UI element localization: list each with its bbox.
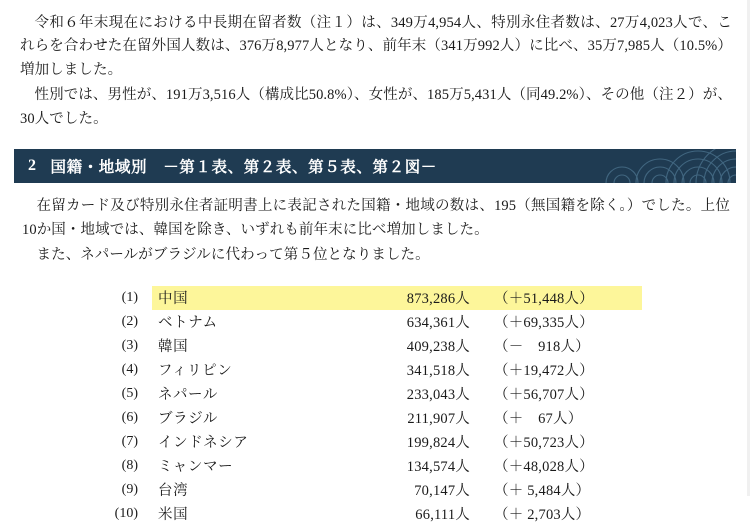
- country-cell: 米国: [158, 507, 189, 524]
- section-paragraph-2: また、ネパールがブラジルに代わって第５位となりました。: [36, 247, 430, 264]
- rank-cell: (9): [121, 481, 138, 497]
- ranking-table-body: [14, 286, 642, 526]
- section-heading-bar: [14, 149, 736, 183]
- table-row: [14, 310, 642, 334]
- rank-cell: (8): [121, 457, 138, 473]
- rank-cell: (7): [121, 433, 138, 449]
- rank-cell: (10): [114, 505, 138, 521]
- delta-cell: （＋ 67人）: [494, 411, 583, 428]
- rank-cell: (6): [121, 409, 138, 425]
- ranking-table: [14, 286, 642, 526]
- delta-cell: （＋48,028人）: [494, 459, 594, 476]
- country-cell: 韓国: [158, 339, 189, 356]
- count-cell: 873,286人: [350, 286, 480, 310]
- rank-cell: (2): [121, 313, 138, 329]
- table-row: [14, 430, 642, 454]
- delta-cell: （＋56,707人）: [494, 387, 594, 404]
- table-row: [14, 478, 642, 502]
- country-cell: インドネシア: [158, 435, 249, 452]
- count-cell: 341,518人: [406, 363, 470, 380]
- country-cell: ベトナム: [158, 315, 218, 332]
- section-paragraph-1: 在留カード及び特別永住者証明書上に表記された国籍・地域の数は、195（無国籍を除く。）でした。上位10か国・地域では、韓国を除き、いずれも前年末に比べ増加しました。: [22, 198, 730, 238]
- count-cell: 409,238人: [406, 339, 470, 356]
- country-cell: 台湾: [158, 483, 189, 500]
- table-row: [14, 358, 642, 382]
- delta-cell: （＋50,723人）: [494, 435, 594, 452]
- rank-cell: (4): [121, 361, 138, 377]
- count-cell: 634,361人: [406, 315, 470, 332]
- country-cell: ミャンマー: [158, 459, 234, 476]
- rank-cell: (5): [121, 385, 138, 401]
- section-body: [14, 183, 736, 267]
- rank-cell: (1): [121, 289, 138, 305]
- count-cell: 134,574人: [406, 459, 470, 476]
- intro-block: [14, 10, 736, 131]
- delta-cell: （＋ 5,484人）: [494, 483, 591, 500]
- delta-cell: （＋51,448人）: [480, 286, 642, 310]
- table-row: [14, 382, 642, 406]
- count-cell: 233,043人: [406, 387, 470, 404]
- count-cell: 211,907人: [407, 411, 470, 428]
- table-row: [14, 502, 642, 526]
- delta-cell: （＋ 2,703人）: [494, 507, 591, 524]
- table-row: [14, 286, 642, 310]
- intro-paragraph-1: 令和６年末現在における中長期在留者数（注１）は、349万4,954人、特別永住者数は、27万4,023人で、これらを合わせた在留外国人数は、376万8,977人となり、前年末（341万992人）に比べ、35万7,985人（10.5%）増加しました。: [20, 15, 732, 78]
- country-cell: ブラジル: [158, 411, 219, 428]
- wave-pattern-icon: [586, 149, 736, 183]
- delta-cell: （＋69,335人）: [494, 315, 594, 332]
- country-cell: ネパール: [158, 387, 218, 404]
- rank-cell: (3): [121, 337, 138, 353]
- count-cell: 70,147人: [414, 483, 470, 500]
- intro-paragraph-2: 性別では、男性が、191万3,516人（構成比50.8%）、女性が、185万5,431人（同49.2%）、その他（注２）が、30人でした。: [20, 87, 732, 127]
- country-cell: フィリピン: [158, 363, 233, 380]
- delta-cell: （＋19,472人）: [494, 363, 594, 380]
- country-cell: 中国: [152, 286, 350, 310]
- table-row: [14, 334, 642, 358]
- table-row: [14, 406, 642, 430]
- section-number: 2: [28, 157, 37, 175]
- table-row: [14, 454, 642, 478]
- delta-cell: （－ 918人）: [494, 339, 590, 356]
- count-cell: 199,824人: [406, 435, 470, 452]
- count-cell: 66,111人: [415, 507, 470, 524]
- section-title: 国籍・地域別 －第１表、第２表、第５表、第２図－: [50, 159, 437, 177]
